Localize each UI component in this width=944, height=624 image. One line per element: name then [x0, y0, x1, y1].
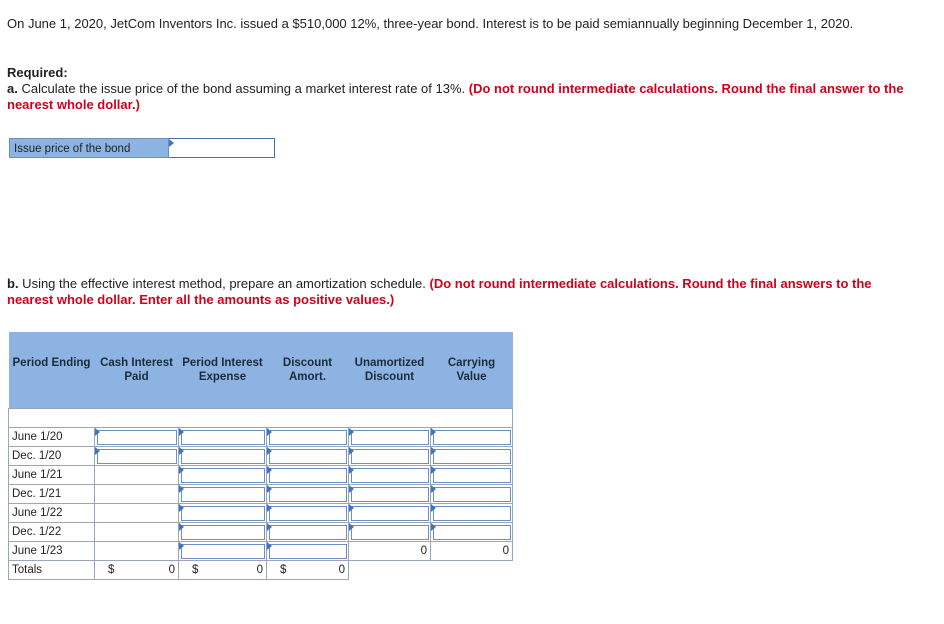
part-a-question: a. Calculate the issue price of the bond assuming a market interest rate of 13%. (Do not round intermediate calculations. Round the final answer to the nearest whole dollar.) [7, 81, 904, 112]
header-unamortized-discount: Unamortized Discount [349, 332, 431, 409]
input-flag-icon [431, 485, 436, 493]
carrying-input[interactable] [431, 523, 513, 542]
period-cell: Dec. 1/21 [9, 485, 95, 504]
input-flag-icon [267, 542, 272, 550]
interest-input[interactable] [179, 447, 267, 466]
dollar-sign: $ [108, 564, 115, 576]
unamortized-input[interactable] [349, 485, 431, 504]
dollar-sign: $ [192, 564, 199, 576]
input-flag-icon [179, 542, 184, 550]
unamortized-input[interactable] [349, 523, 431, 542]
input-flag-icon [179, 466, 184, 474]
cash-cell [95, 466, 179, 485]
input-flag-icon [349, 504, 354, 512]
input-flag-icon [179, 504, 184, 512]
header-period-ending: Period Ending [9, 332, 95, 409]
discount-input[interactable] [267, 447, 349, 466]
table-row [9, 485, 513, 504]
cash-input[interactable] [95, 447, 179, 466]
discount-input[interactable] [267, 428, 349, 447]
input-flag-icon [431, 428, 436, 436]
table-row [9, 504, 513, 523]
totals-row [9, 561, 513, 580]
cash-cell [95, 485, 179, 504]
input-flag-icon [431, 504, 436, 512]
input-flag-icon [267, 428, 272, 436]
issue-price-row [9, 138, 275, 158]
period-cell: June 1/22 [9, 504, 95, 523]
discount-input[interactable] [267, 504, 349, 523]
table-row [9, 542, 513, 561]
discount-input[interactable] [267, 485, 349, 504]
input-flag-icon [349, 447, 354, 455]
unamortized-value: 0 [349, 542, 431, 561]
cash-cell [95, 523, 179, 542]
input-flag-icon [431, 466, 436, 474]
period-cell: June 1/21 [9, 466, 95, 485]
input-flag-icon [179, 447, 184, 455]
header-carrying-value: Carrying Value [431, 332, 513, 409]
carrying-input[interactable] [431, 485, 513, 504]
input-flag-icon [349, 466, 354, 474]
table-row [9, 523, 513, 542]
input-flag-icon [349, 428, 354, 436]
input-flag-icon [179, 523, 184, 531]
carrying-input[interactable] [431, 447, 513, 466]
empty-cell [431, 561, 513, 580]
carrying-value: 0 [431, 542, 513, 561]
input-flag-icon [267, 466, 272, 474]
unamortized-input[interactable] [349, 428, 431, 447]
input-flag-icon [431, 447, 436, 455]
required-label: Required: [7, 65, 68, 80]
input-flag-icon [267, 523, 272, 531]
carrying-input[interactable] [431, 428, 513, 447]
period-cell: June 1/23 [9, 542, 95, 561]
unamortized-input[interactable] [349, 466, 431, 485]
interest-input[interactable] [179, 504, 267, 523]
table-header-row [9, 332, 513, 409]
carrying-input[interactable] [431, 504, 513, 523]
interest-input[interactable] [179, 485, 267, 504]
total-interest: $ 0 [179, 561, 267, 580]
header-cash-interest: Cash Interest Paid [95, 332, 179, 409]
table-row [9, 447, 513, 466]
input-flag-icon [95, 428, 100, 436]
interest-input[interactable] [179, 523, 267, 542]
discount-input[interactable] [267, 466, 349, 485]
cash-input[interactable] [95, 428, 179, 447]
header-period-interest: Period Interest Expense [179, 332, 267, 409]
interest-input[interactable] [179, 542, 267, 561]
input-flag-icon [95, 447, 100, 455]
interest-input[interactable] [179, 428, 267, 447]
unamortized-input[interactable] [349, 447, 431, 466]
input-flag-icon [179, 428, 184, 436]
input-flag-icon [267, 504, 272, 512]
discount-input[interactable] [267, 542, 349, 561]
total-discount: $ 0 [267, 561, 349, 580]
amortization-table [8, 332, 513, 580]
discount-input[interactable] [267, 523, 349, 542]
period-cell: Dec. 1/20 [9, 447, 95, 466]
dollar-sign: $ [280, 564, 287, 576]
issue-price-label: Issue price of the bond [9, 138, 169, 158]
interest-input[interactable] [179, 466, 267, 485]
input-flag-icon [267, 447, 272, 455]
total-cash: $ 0 [95, 561, 179, 580]
input-flag-icon [349, 485, 354, 493]
part-b-question: b. Using the effective interest method, prepare an amortization schedule. (Do not round intermediate calculations. Round the final answers to the nearest whole dollar. Enter all the amounts as positive values.) [7, 276, 872, 307]
cash-cell [95, 504, 179, 523]
input-flag-icon [431, 523, 436, 531]
period-cell: June 1/20 [9, 428, 95, 447]
cash-cell [95, 542, 179, 561]
carrying-input[interactable] [431, 466, 513, 485]
table-row [9, 466, 513, 485]
input-flag-icon [349, 523, 354, 531]
header-discount-amort: Discount Amort. [267, 332, 349, 409]
issue-price-input[interactable] [169, 138, 275, 158]
empty-cell [349, 561, 431, 580]
table-row [9, 428, 513, 447]
unamortized-input[interactable] [349, 504, 431, 523]
input-flag-icon [267, 485, 272, 493]
totals-label: Totals [9, 561, 95, 580]
input-flag-icon [169, 139, 174, 147]
period-cell: Dec. 1/22 [9, 523, 95, 542]
intro-text: On June 1, 2020, JetCom Inventors Inc. issued a $510,000 12%, three-year bond. Interest is to be paid semiannually beginning December 1, 2020. [7, 16, 854, 31]
input-flag-icon [179, 485, 184, 493]
